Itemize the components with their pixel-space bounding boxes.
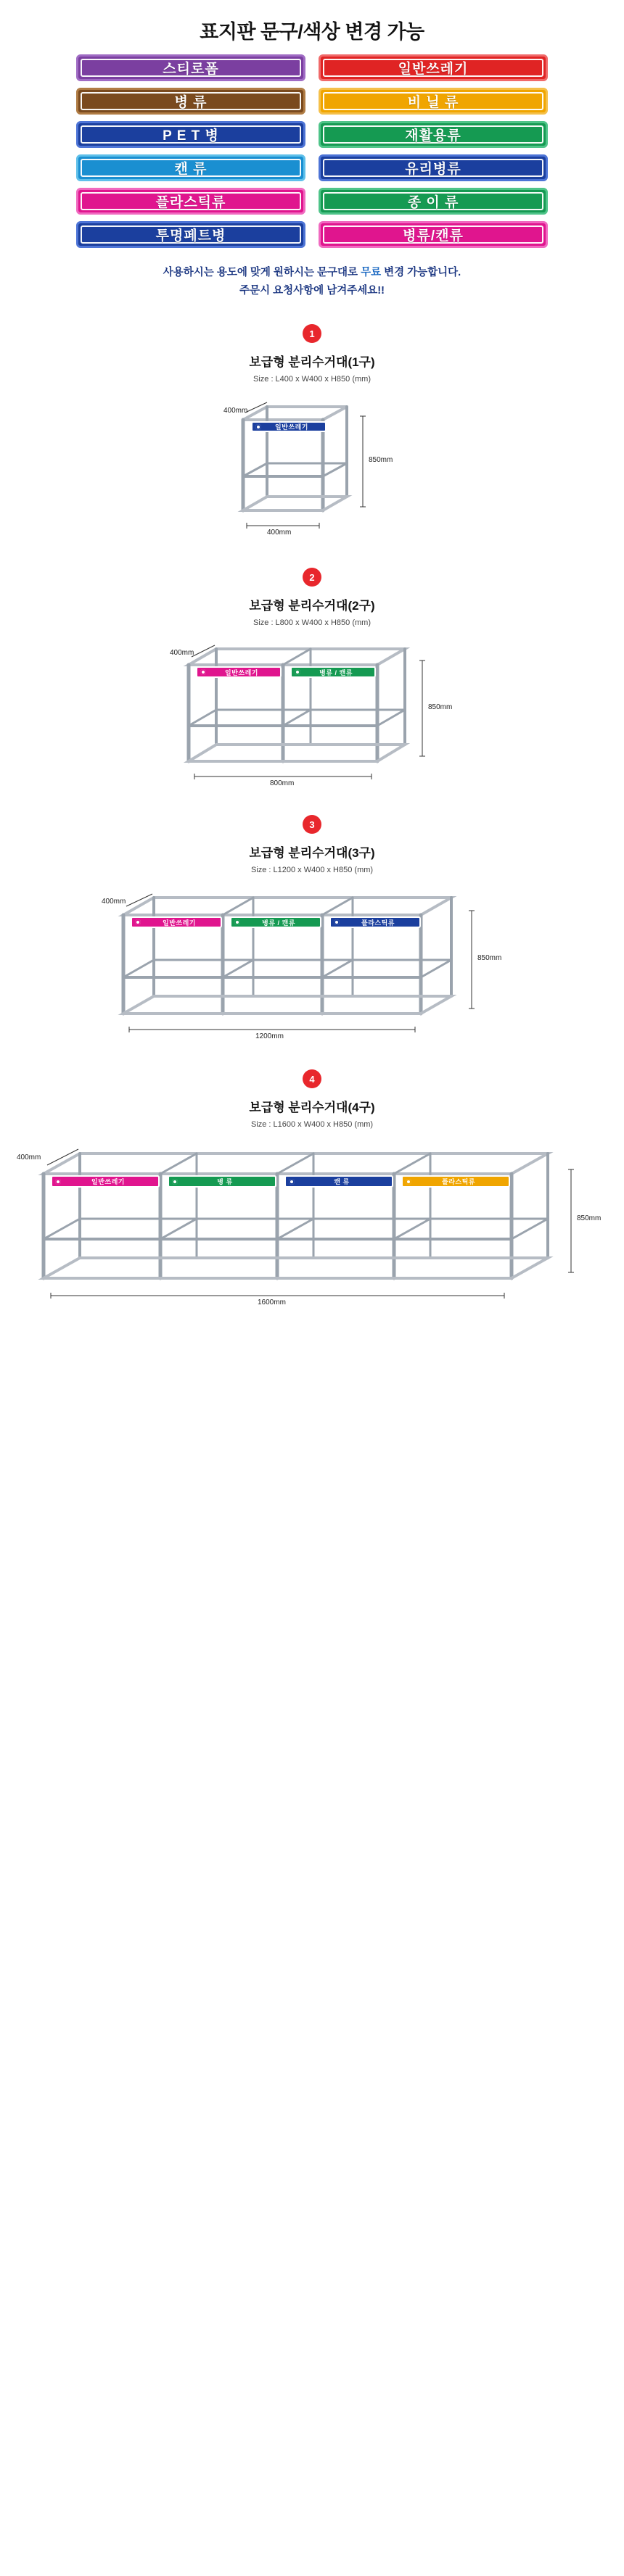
- rack-diagram-3: [80, 882, 544, 1045]
- plate-pin-icon: [234, 919, 240, 925]
- product-section-3: [0, 815, 624, 1045]
- section-title: 보급형 분리수거대(3구): [249, 846, 375, 861]
- bin-label-plate: [401, 1175, 510, 1188]
- plate-label: 캔 류: [334, 1178, 350, 1186]
- plate-label: 플라스틱류: [361, 919, 395, 927]
- plate-label: 일반쓰레기: [275, 423, 308, 431]
- notice-line-1-b: 변경 가능합니다.: [381, 267, 461, 278]
- rack-drawing-3: [80, 882, 544, 1045]
- section-size: Size : L800 x W400 x H850 (mm): [253, 618, 371, 628]
- sign-label: 플라스틱류: [155, 195, 226, 210]
- plate-pin-icon: [289, 1179, 295, 1185]
- plate-label: 병 류: [217, 1178, 233, 1186]
- product-section-2: [0, 568, 624, 790]
- sign-label: 일반쓰레기: [398, 62, 469, 77]
- plate-label: 일반쓰레기: [91, 1178, 125, 1186]
- width-label: 1600mm: [258, 1299, 286, 1307]
- rack-diagram-2: [138, 634, 486, 790]
- notice-line-1-a: 사용하시는 용도에 맞게 원하시는 문구대로: [163, 267, 361, 278]
- notice-free-word: 무료: [361, 267, 382, 278]
- plate-label: 병류 / 캔류: [262, 919, 295, 927]
- width-label: 800mm: [270, 779, 295, 788]
- plate-label: 일반쓰레기: [225, 668, 258, 676]
- bin-label-plate: [51, 1175, 160, 1188]
- height-label: 850mm: [369, 456, 393, 465]
- section-title: 보급형 분리수거대(1구): [249, 355, 375, 370]
- sign-label: 병류/캔류: [403, 228, 464, 244]
- bin-label-plate: [230, 916, 321, 928]
- plate-pin-icon: [295, 669, 300, 675]
- plate-pin-icon: [172, 1179, 178, 1185]
- step-badge: 2: [303, 568, 321, 587]
- depth-label: 400mm: [17, 1154, 41, 1162]
- page-title: 표지판 문구/색상 변경 가능: [200, 21, 424, 43]
- section-size: Size : L1200 x W400 x H850 (mm): [250, 866, 374, 875]
- sign-label: 비 닐 류: [407, 95, 459, 110]
- depth-label: 400mm: [170, 649, 194, 658]
- rack-drawing-2: [138, 634, 486, 790]
- bin-label-plate: [251, 421, 327, 432]
- plate-label: 병류 / 캔류: [319, 668, 353, 676]
- step-badge: 1: [303, 324, 321, 343]
- sign-swatch: [319, 188, 548, 215]
- plate-label: 플라스틱류: [442, 1178, 475, 1186]
- plate-pin-icon: [406, 1179, 411, 1185]
- section-title: 보급형 분리수거대(2구): [249, 599, 375, 613]
- sign-label: 종 이 류: [407, 195, 459, 210]
- sign-swatch: [76, 121, 305, 148]
- sign-swatch: [319, 54, 548, 81]
- product-section-1: [0, 324, 624, 543]
- bin-label-plate: [131, 916, 222, 928]
- product-section-4: [0, 1069, 624, 1314]
- sign-swatch: [76, 54, 305, 81]
- sign-label: 투명페트병: [155, 228, 226, 244]
- section-title: 보급형 분리수거대(4구): [249, 1101, 375, 1115]
- plate-pin-icon: [135, 919, 141, 925]
- bin-label-plate: [168, 1175, 276, 1188]
- plate-pin-icon: [255, 424, 261, 430]
- bin-label-plate: [290, 666, 376, 678]
- section-size: Size : L400 x W400 x H850 (mm): [253, 375, 371, 384]
- depth-label: 400mm: [223, 407, 248, 415]
- height-label: 850mm: [577, 1214, 602, 1223]
- sign-swatch: [76, 188, 305, 215]
- customization-notice: [0, 264, 624, 299]
- plate-label: 일반쓰레기: [163, 919, 196, 927]
- sign-swatch: [76, 221, 305, 248]
- section-size: Size : L1600 x W400 x H850 (mm): [250, 1120, 374, 1130]
- sign-label: 병 류: [174, 95, 208, 110]
- notice-line-1: [0, 264, 624, 282]
- rack-diagram-1: [189, 391, 435, 543]
- sign-label: 재활용류: [405, 128, 461, 144]
- sign-swatch: [76, 154, 305, 181]
- sign-swatch: [319, 154, 548, 181]
- step-badge: 4: [303, 1069, 321, 1088]
- bin-label-plate: [284, 1175, 393, 1188]
- plate-pin-icon: [200, 669, 206, 675]
- width-label: 1200mm: [255, 1032, 284, 1041]
- plate-pin-icon: [334, 919, 340, 925]
- sign-swatch: [319, 121, 548, 148]
- sign-label: P E T 병: [163, 128, 219, 144]
- height-label: 850mm: [477, 954, 502, 963]
- step-badge: 3: [303, 815, 321, 834]
- rack-drawing-4: [11, 1136, 613, 1314]
- width-label: 400mm: [267, 529, 292, 537]
- depth-label: 400mm: [102, 898, 126, 906]
- sign-swatch: [319, 88, 548, 115]
- sign-swatch: [76, 88, 305, 115]
- bin-label-plate: [196, 666, 282, 678]
- height-label: 850mm: [428, 703, 453, 712]
- sign-swatch: [319, 221, 548, 248]
- notice-line-2: 주문시 요청사항에 남겨주세요!!: [239, 284, 385, 297]
- bin-label-plate: [329, 916, 421, 928]
- sign-label: 스티로폼: [163, 62, 219, 77]
- sign-label: 캔 류: [174, 162, 208, 177]
- sign-label: 유리병류: [405, 162, 461, 177]
- sign-color-grid: [76, 54, 548, 248]
- rack-diagram-4: [11, 1136, 613, 1314]
- plate-pin-icon: [55, 1179, 61, 1185]
